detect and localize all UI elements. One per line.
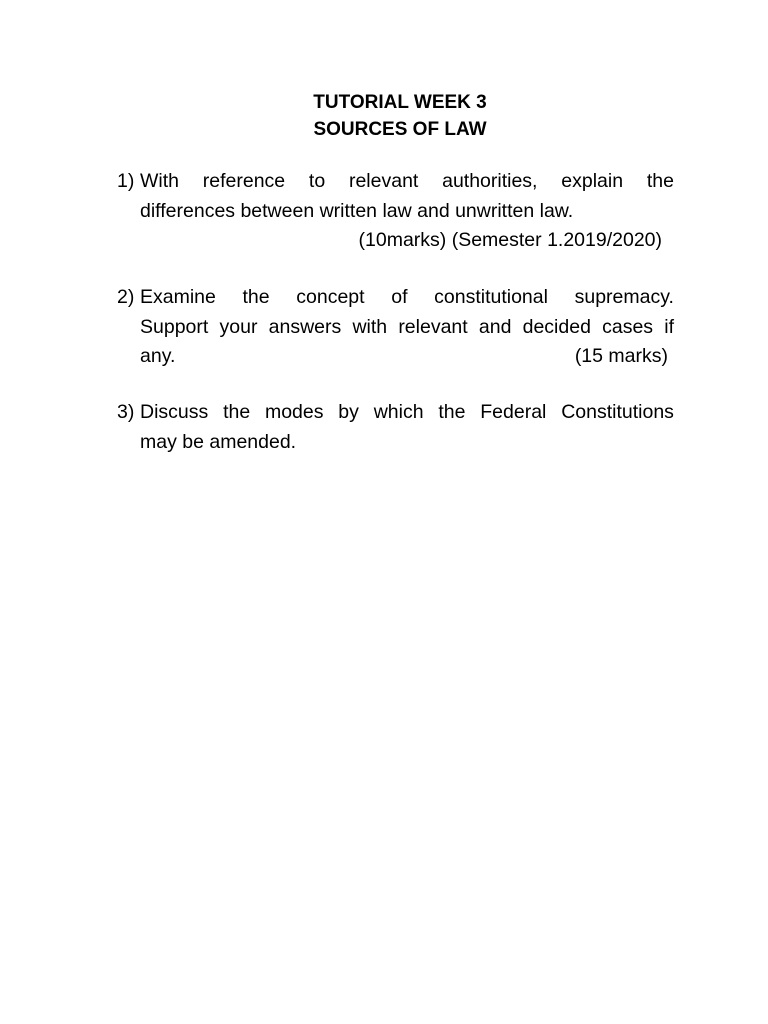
page-subtitle: SOURCES OF LAW <box>313 119 487 140</box>
question-line <box>140 398 674 428</box>
word: explain <box>561 170 624 192</box>
question-marks: (10marks) (Semester 1.2019/2020) <box>358 229 662 251</box>
question-body <box>140 398 674 457</box>
word: relevant <box>398 315 468 338</box>
word: of <box>391 286 408 308</box>
question-2 <box>117 283 674 372</box>
question-line-end: any. <box>140 345 176 367</box>
word: the <box>646 170 674 192</box>
word: relevant <box>348 170 419 192</box>
word: Support <box>140 315 209 338</box>
word: answers <box>268 315 342 338</box>
word: with <box>352 315 388 338</box>
word: which <box>373 401 424 423</box>
word: your <box>219 315 258 338</box>
word: authorities, <box>442 170 538 192</box>
question-1 <box>117 167 674 256</box>
word: and <box>478 315 512 338</box>
word: the <box>438 401 466 423</box>
question-number: 3) <box>117 401 135 423</box>
word: the <box>223 401 251 423</box>
word: decided <box>522 315 591 338</box>
word: Examine <box>140 286 216 308</box>
word: Federal <box>480 401 547 423</box>
word: to <box>308 170 326 192</box>
question-number: 2) <box>117 286 135 308</box>
word: With <box>140 170 179 192</box>
question-line <box>140 167 674 197</box>
word: concept <box>296 286 365 308</box>
word: cases <box>602 315 654 338</box>
title-block <box>0 89 768 143</box>
word: Constitutions <box>561 401 674 423</box>
question-line <box>140 283 674 313</box>
word: supremacy. <box>574 286 674 308</box>
question-marks: (15 marks) <box>574 345 668 367</box>
word: if <box>664 315 674 338</box>
question-body <box>140 283 674 372</box>
question-line: differences between written law and unwritten law. <box>140 199 574 222</box>
word: constitutional <box>434 286 548 308</box>
word: reference <box>202 170 286 192</box>
page-title: TUTORIAL WEEK 3 <box>313 92 487 113</box>
question-line: may be amended. <box>140 430 297 453</box>
question-3 <box>117 398 674 457</box>
question-number: 1) <box>117 170 135 192</box>
word: Discuss <box>140 401 209 423</box>
word: modes <box>264 401 324 423</box>
word: by <box>338 401 359 423</box>
question-body <box>140 167 674 256</box>
question-line <box>140 313 674 343</box>
question-last-line <box>140 342 674 372</box>
word: the <box>242 286 270 308</box>
